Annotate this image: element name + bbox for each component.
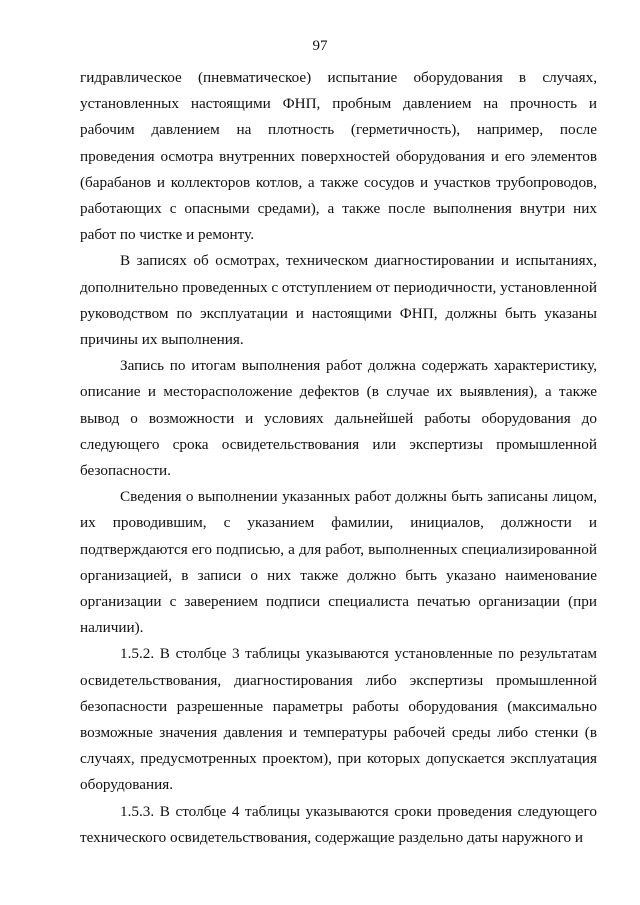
page-number: 97 [312,38,328,54]
paragraph: 1.5.3. В столбце 4 таблицы указываются сроки проведения следующего технического освидетельствования, содержащие раздельно даты наружного и [80,802,597,846]
paragraph: 1.5.2. В столбце 3 таблицы указываются установленные по результатам освидетельствования, диагностирования либо экспертизы промышленной безопасности разрешенные параметры работы оборудования (максимально возможные значения давления и температуры рабочей среды либо стенки (в случаях, предусмотренных проектом), при которых допускается эксплуатация оборудования. [80,645,597,794]
paragraph: В записях об осмотрах, техническом диагностировании и испытаниях, дополнительно проведенных с отступлением от периодичности, установленной руководством по эксплуатации и настоящими ФНП, должны быть указаны причины их выполнения. [80,252,597,349]
paragraph-continuation: гидравлическое (пневматическое) испытание оборудования в случаях, установленных настоящими ФНП, пробным давлением на прочность и рабочим давлением на плотность (герметичность), например, после проведения осмотра внутренних поверхностей оборудования и его элементов (барабанов и коллекторов котлов, а также сосудов и участков трубопроводов, работающих с опасными средами), а также после выполнения внутри них работ по чистке и ремонту. [80,69,597,244]
paragraph: Запись по итогам выполнения работ должна содержать характеристику, описание и месторасположение дефектов (в случае их выявления), а также вывод о возможности и условиях дальнейшей работы оборудования до следующего срока освидетельствования или экспертизы промышленной безопасности. [80,357,597,480]
body-text [80,65,597,851]
paragraph: Сведения о выполнении указанных работ должны быть записаны лицом, их проводившим, с указанием фамилии, инициалов, должности и подтверждаются его подписью, а для работ, выполненных специализированной организацией, в записи о них также должно быть указано наименование организации с заверением подписи специалиста печатью организации (при наличии). [80,488,597,637]
